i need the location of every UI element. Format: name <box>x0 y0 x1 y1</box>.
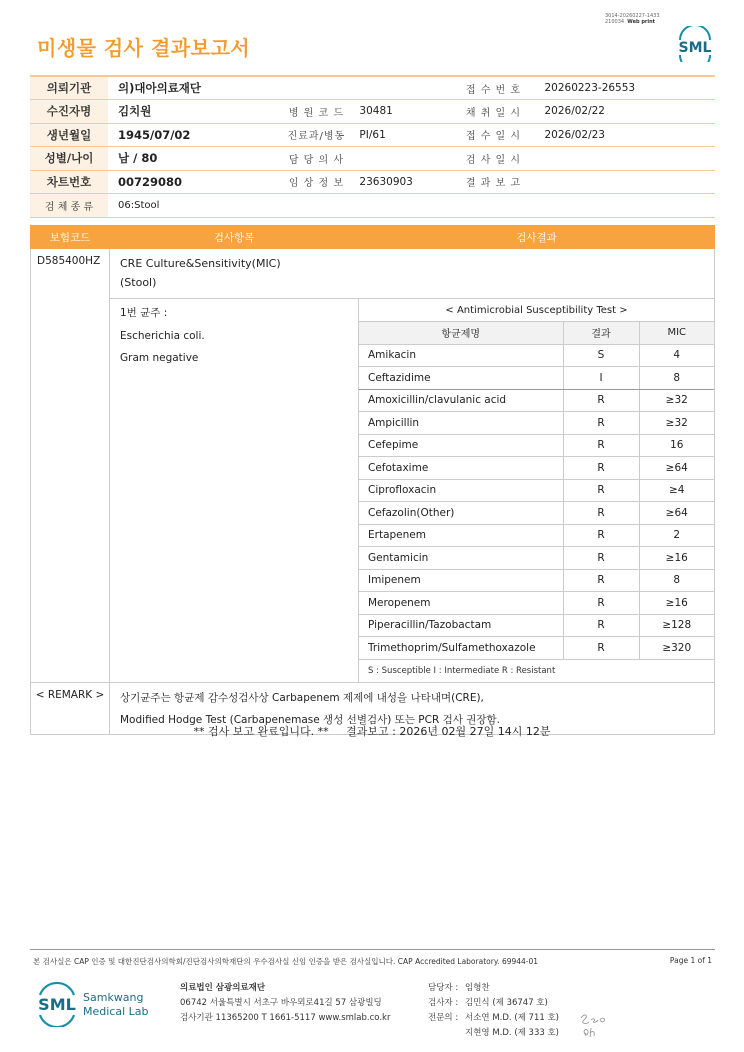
antibiotic-name: Ceftazidime <box>359 367 563 390</box>
ast-table <box>359 299 714 682</box>
antibiotic-name: Amoxicillin/clavulanic acid <box>359 389 563 412</box>
info-label: 성별/나이 <box>30 147 108 171</box>
svg-text:SML: SML <box>38 995 76 1014</box>
organism-info: 1번 균주 : Escherichia coli. Gram negative <box>110 299 359 683</box>
results-table <box>30 225 715 735</box>
ast-header-antibiotic: 항균제명 <box>359 322 563 345</box>
antibiotic-name: Meropenem <box>359 592 563 615</box>
info-row <box>30 147 715 171</box>
info-row <box>30 123 715 147</box>
info-value: 남 / 80 <box>108 147 273 171</box>
info-value <box>532 194 715 218</box>
info-value <box>359 147 454 171</box>
report-complete: ** 검사 보고 완료입니다. ** 결과보고 : 2026년 02월 27일 14시 12분 <box>193 725 551 738</box>
ast-header-mic: MIC <box>639 322 714 345</box>
info-label: 수진자명 <box>30 100 108 124</box>
svg-text:SML: SML <box>678 40 712 56</box>
staff-label: 검사자 : <box>428 998 459 1008</box>
remark-text: 상기균주는 항균제 감수성검사상 Carbapenem 제제에 내성을 나타내며(CRE), Modified Hodge Test (Carbapenemase 생성 선별검사) 또는 PCR 검사 권장함. <box>110 682 715 734</box>
staff-label: 전문의 : <box>428 1013 459 1023</box>
info-label: 검 체 종 류 <box>30 194 108 218</box>
antibiotic-row <box>359 547 714 570</box>
svg-text:Medical Lab: Medical Lab <box>83 1005 149 1018</box>
antibiotic-mic: ≥16 <box>639 592 714 615</box>
info-value: 2026/02/22 <box>532 100 715 124</box>
staff-label: 담당자 : <box>428 983 459 993</box>
info-value <box>532 170 715 194</box>
antibiotic-result: R <box>563 434 639 457</box>
info-label: 진료과/병동 <box>273 123 359 147</box>
info-value: 30481 <box>359 100 454 124</box>
patient-info-table <box>30 75 715 218</box>
staff-value: 김민식 (제 36747 호) <box>465 998 548 1008</box>
antibiotic-mic: ≥32 <box>639 412 714 435</box>
antibiotic-name: Amikacin <box>359 344 563 367</box>
info-label: 차트번호 <box>30 170 108 194</box>
antibiotic-mic: 4 <box>639 344 714 367</box>
ast-header-result: 결과 <box>563 322 639 345</box>
info-value: 06:Stool <box>108 194 273 218</box>
info-label: 채 취 일 시 <box>454 100 532 124</box>
print-code: 3014-20260227-1433 210034 Web print <box>605 13 660 25</box>
antibiotic-mic: 8 <box>639 367 714 390</box>
antibiotic-row <box>359 434 714 457</box>
antibiotic-row <box>359 412 714 435</box>
info-value: 1945/07/02 <box>108 123 273 147</box>
insurance-code: D585400HZ <box>31 249 110 683</box>
info-value: 의)대아의료재단 <box>108 76 273 100</box>
info-value <box>532 147 715 171</box>
info-label: 접 수 번 호 <box>454 76 532 100</box>
antibiotic-name: Cefepime <box>359 434 563 457</box>
antibiotic-mic: ≥4 <box>639 479 714 502</box>
antibiotic-name: Ampicillin <box>359 412 563 435</box>
ast-legend: S : Susceptible I : Intermediate R : Resistant <box>368 665 556 676</box>
antibiotic-result: R <box>563 637 639 660</box>
info-value <box>359 76 454 100</box>
antibiotic-row <box>359 502 714 525</box>
info-label: 병 원 코 드 <box>273 100 359 124</box>
antibiotic-mic: 2 <box>639 524 714 547</box>
antibiotic-mic: ≥32 <box>639 389 714 412</box>
info-label: 생년월일 <box>30 123 108 147</box>
remark-label: < REMARK > <box>31 682 110 734</box>
info-value: PI/61 <box>359 123 454 147</box>
info-label: 담 당 의 사 <box>273 147 359 171</box>
ast-title: < Antimicrobial Susceptibility Test > <box>359 299 714 322</box>
antibiotic-row <box>359 614 714 637</box>
antibiotic-mic: ≥64 <box>639 502 714 525</box>
info-row <box>30 76 715 100</box>
antibiotic-result: S <box>563 344 639 367</box>
staff-row <box>428 1026 559 1041</box>
antibiotic-row <box>359 524 714 547</box>
antibiotic-mic: ≥128 <box>639 614 714 637</box>
antibiotic-result: R <box>563 592 639 615</box>
header-code: 보험코드 <box>31 226 110 249</box>
institution-info: 의료법인 삼광의료재단 06742 서울특별시 서초구 바우뫼로41길 57 삼광빌딩 검사기관 11365200 T 1661-5117 www.smlab.co.kr <box>180 983 391 1023</box>
info-label: 결 과 보 고 <box>454 170 532 194</box>
antibiotic-name: Cefotaxime <box>359 457 563 480</box>
antibiotic-name: Ciprofloxacin <box>359 479 563 502</box>
staff-value: 서소연 M.D. (제 711 호) <box>465 1013 560 1023</box>
info-label: 의뢰기관 <box>30 76 108 100</box>
info-row <box>30 170 715 194</box>
antibiotic-row <box>359 637 714 660</box>
antibiotic-mic: ≥16 <box>639 547 714 570</box>
info-value: 00729080 <box>108 170 273 194</box>
signature-icon <box>577 1010 611 1040</box>
antibiotic-result: R <box>563 524 639 547</box>
antibiotic-mic: 8 <box>639 569 714 592</box>
antibiotic-result: R <box>563 502 639 525</box>
accreditation-note: 본 검사실은 CAP 인증 및 대한진단검사의학회/진단검사의학재단의 우수검사실 신임 인증을 받은 검사실입니다. CAP Accredited Laboratory. 69944-01 <box>33 957 539 966</box>
staff-value: 임형찬 <box>465 983 490 993</box>
info-label <box>454 194 532 218</box>
info-value: 20260223-26553 <box>532 76 715 100</box>
antibiotic-name: Cefazolin(Other) <box>359 502 563 525</box>
antibiotic-result: R <box>563 389 639 412</box>
page-number: Page 1 of 1 <box>669 956 712 965</box>
info-value: 23630903 <box>359 170 454 194</box>
antibiotic-name: Gentamicin <box>359 547 563 570</box>
report-title: 미생물 검사 결과보고서 <box>37 36 251 60</box>
antibiotic-row <box>359 592 714 615</box>
antibiotic-result: R <box>563 614 639 637</box>
antibiotic-result: R <box>563 479 639 502</box>
antibiotic-result: R <box>563 569 639 592</box>
info-label <box>273 76 359 100</box>
antibiotic-name: Trimethoprim/Sulfamethoxazole <box>359 637 563 660</box>
staff-value: 지현영 M.D. (제 333 호) <box>465 1028 560 1038</box>
info-row <box>30 194 715 218</box>
antibiotic-row <box>359 569 714 592</box>
antibiotic-row <box>359 479 714 502</box>
samkwang-logo-icon <box>36 981 156 1027</box>
antibiotic-mic: ≥320 <box>639 637 714 660</box>
samkwang-logo <box>36 981 156 1027</box>
header-item: 검사항목 <box>110 226 359 249</box>
info-label: 임 상 정 보 <box>273 170 359 194</box>
staff-row <box>428 1011 559 1026</box>
antibiotic-row <box>359 367 714 390</box>
antibiotic-mic: ≥64 <box>639 457 714 480</box>
antibiotic-name: Piperacillin/Tazobactam <box>359 614 563 637</box>
antibiotic-result: I <box>563 367 639 390</box>
ast-panel <box>359 299 715 683</box>
antibiotic-row <box>359 344 714 367</box>
info-value: 김치원 <box>108 100 273 124</box>
antibiotic-name: Ertapenem <box>359 524 563 547</box>
staff-row <box>428 996 559 1011</box>
info-value <box>359 194 454 218</box>
sml-logo-icon <box>674 26 716 62</box>
antibiotic-result: R <box>563 547 639 570</box>
staff-row <box>428 981 559 996</box>
antibiotic-mic: 16 <box>639 434 714 457</box>
antibiotic-result: R <box>563 412 639 435</box>
staff-list <box>428 981 559 1041</box>
info-value: 2026/02/23 <box>532 123 715 147</box>
antibiotic-name: Imipenem <box>359 569 563 592</box>
antibiotic-row <box>359 389 714 412</box>
info-row <box>30 100 715 124</box>
info-label: 검 사 일 시 <box>454 147 532 171</box>
antibiotic-result: R <box>563 457 639 480</box>
header-result: 검사결과 <box>359 226 715 249</box>
antibiotic-row <box>359 457 714 480</box>
info-label <box>273 194 359 218</box>
info-label: 접 수 일 시 <box>454 123 532 147</box>
svg-text:Samkwang: Samkwang <box>83 991 144 1004</box>
test-item: CRE Culture&Sensitivity(MIC) (Stool) <box>110 249 715 299</box>
footer-divider <box>30 949 715 950</box>
